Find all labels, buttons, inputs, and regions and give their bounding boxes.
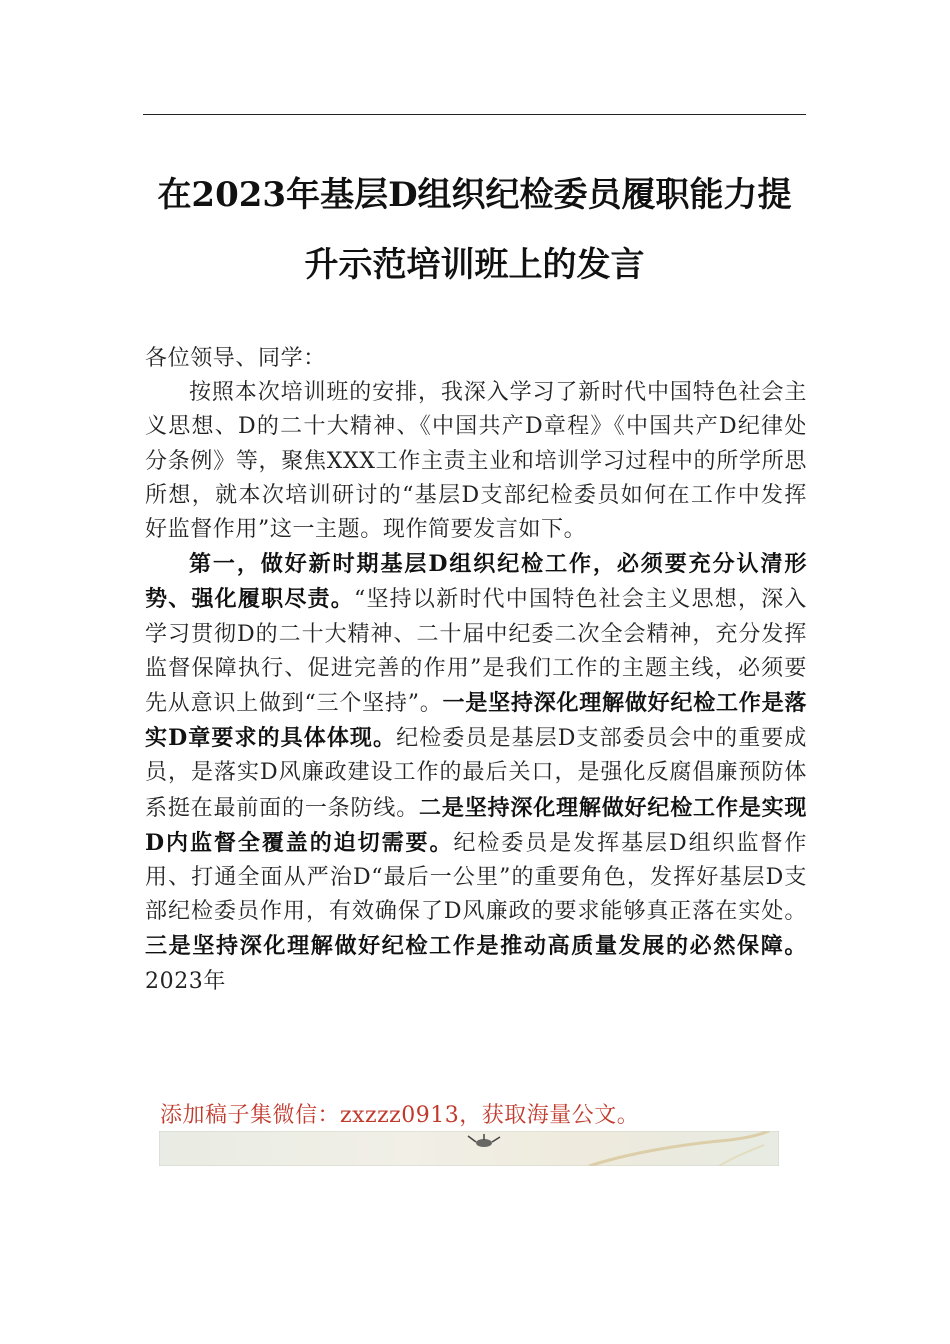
header-rule xyxy=(143,114,806,115)
title-line-1: 在2023年基层D组织纪检委员履职能力提 xyxy=(157,175,792,215)
point-one-heading: 一是坚持深化理解做好纪检工作是落实D章要求的具体体现。 xyxy=(145,690,807,752)
decorative-banner-image xyxy=(159,1131,779,1166)
section-one-text-2: 纪检委员是基层D支部委员会中的重要成员，是落实D风廉政建设工作的最后关口，是强化反腐倡廉预防体系挺在最前面的一条防线。 xyxy=(145,726,807,821)
intro-paragraph: 按照本次培训班的安排，我深入学习了新时代中国特色社会主义思想、D的二十大精神、《中国共产D章程》《中国共产D纪律处分条例》等，聚焦XXX工作主责主业和培训学习过程中的所学所思所想，就本次培训研讨的“基层D支部纪检委员如何在工作中发挥好监督作用”这一主题。现作简要发言如下。 xyxy=(145,380,807,543)
section-one-text-1: “坚持以新时代中国特色社会主义思想，深入学习贯彻D的二十大精神、二十届中纪委二次全会精神，充分发挥监督保障执行、促进完善的作用”是我们工作的主题主线，必须要先从意识上做到“三个坚持”。 xyxy=(145,587,808,717)
point-two-heading: 二是坚持深化理解做好纪检工作是实现D内监督全覆盖的迫切需要。 xyxy=(145,794,808,856)
section-one-paragraph xyxy=(145,547,807,999)
salutation: 各位领导、同学： xyxy=(145,346,326,371)
title-line-2: 升示范培训班上的发言 xyxy=(304,245,645,285)
section-one-text-4: 2023年 xyxy=(145,968,226,994)
document-title xyxy=(143,160,806,300)
point-three-heading: 三是坚持深化理解做好纪检工作是推动高质量发展的必然保障。 xyxy=(145,933,807,960)
section-one-text-3: 纪检委员是发挥基层D组织监督作用、打通全面从严治D“最后一公里”的重要角色，发挥好基层D支部纪检委员作用，有效确保了D风廉政的要求能够真正落在实处。 xyxy=(145,830,808,925)
landscape-illustration xyxy=(159,1131,779,1166)
document-body xyxy=(145,342,807,999)
section-one-lead: 第一，做好新时期基层D组织纪检工作，必须要充分认清形势、强化履职尽责。 xyxy=(145,551,807,613)
promo-text: 添加稿子集微信：zxzzz0913，获取海量公文。 xyxy=(160,1103,640,1128)
